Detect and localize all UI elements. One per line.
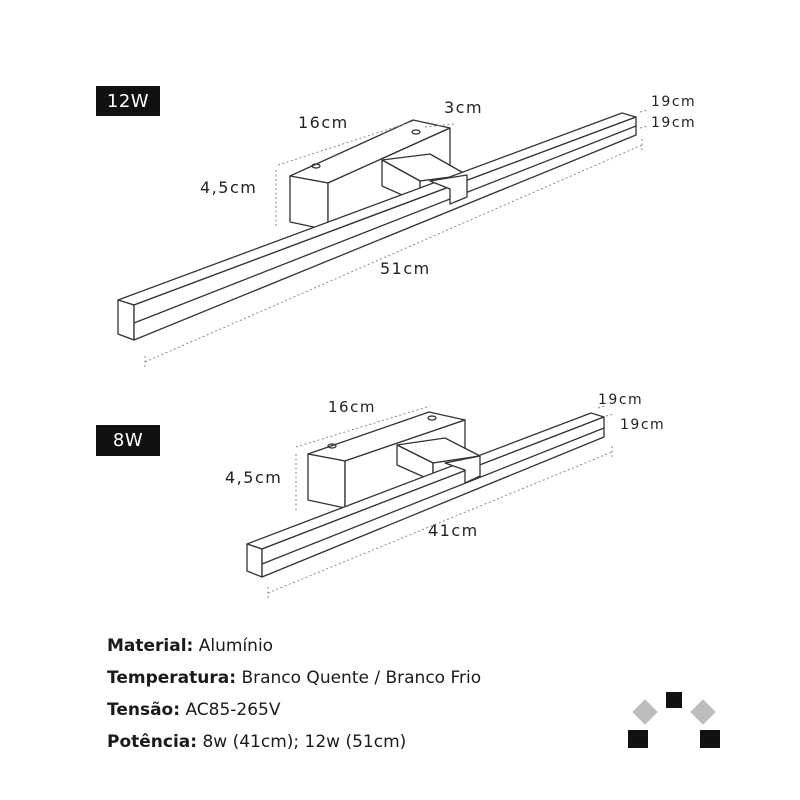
dim-12w-base-label: 16cm — [298, 113, 349, 132]
lamp-12w-drawing — [118, 113, 636, 340]
spec-power — [107, 726, 481, 758]
dim-8w-profile-b-label: 19cm — [620, 417, 666, 433]
lamp-8w-drawing — [247, 412, 604, 577]
brand-logo-icon — [626, 690, 722, 750]
spec-value: Alumínio — [198, 636, 274, 656]
dim-8w-base-label: 16cm — [328, 398, 376, 416]
dim-8w-profile-a-label: 19cm — [598, 392, 644, 408]
dim-12w-profile-b-label: 19cm — [651, 115, 697, 131]
spec-list — [107, 630, 481, 758]
dim-12w-height-label: 4,5cm — [200, 178, 258, 197]
dim-12w-length-label: 51cm — [380, 259, 431, 278]
spec-material — [107, 630, 481, 662]
dim-12w-arm-label: 3cm — [444, 98, 484, 117]
dim-8w-length-label: 41cm — [428, 521, 479, 540]
lamp-12w-base-front — [290, 176, 328, 230]
dim-12w-profile-line — [640, 110, 648, 112]
power-badge-12w: 12W — [96, 86, 160, 116]
spec-label: Temperatura: — [107, 668, 237, 688]
spec-value: 8w (41cm); 12w (51cm) — [202, 732, 407, 752]
power-badge-8w: 8W — [96, 425, 160, 456]
spec-value: Branco Quente / Branco Frio — [241, 668, 482, 688]
spec-temperature — [107, 662, 481, 694]
spec-voltage — [107, 694, 481, 726]
spec-label: Potência: — [107, 732, 198, 752]
dim-12w-profile-a-label: 19cm — [651, 94, 697, 110]
spec-label: Material: — [107, 636, 194, 656]
dim-8w-height-label: 4,5cm — [225, 468, 283, 487]
spec-label: Tensão: — [107, 700, 181, 720]
spec-value: AC85-265V — [185, 700, 281, 720]
